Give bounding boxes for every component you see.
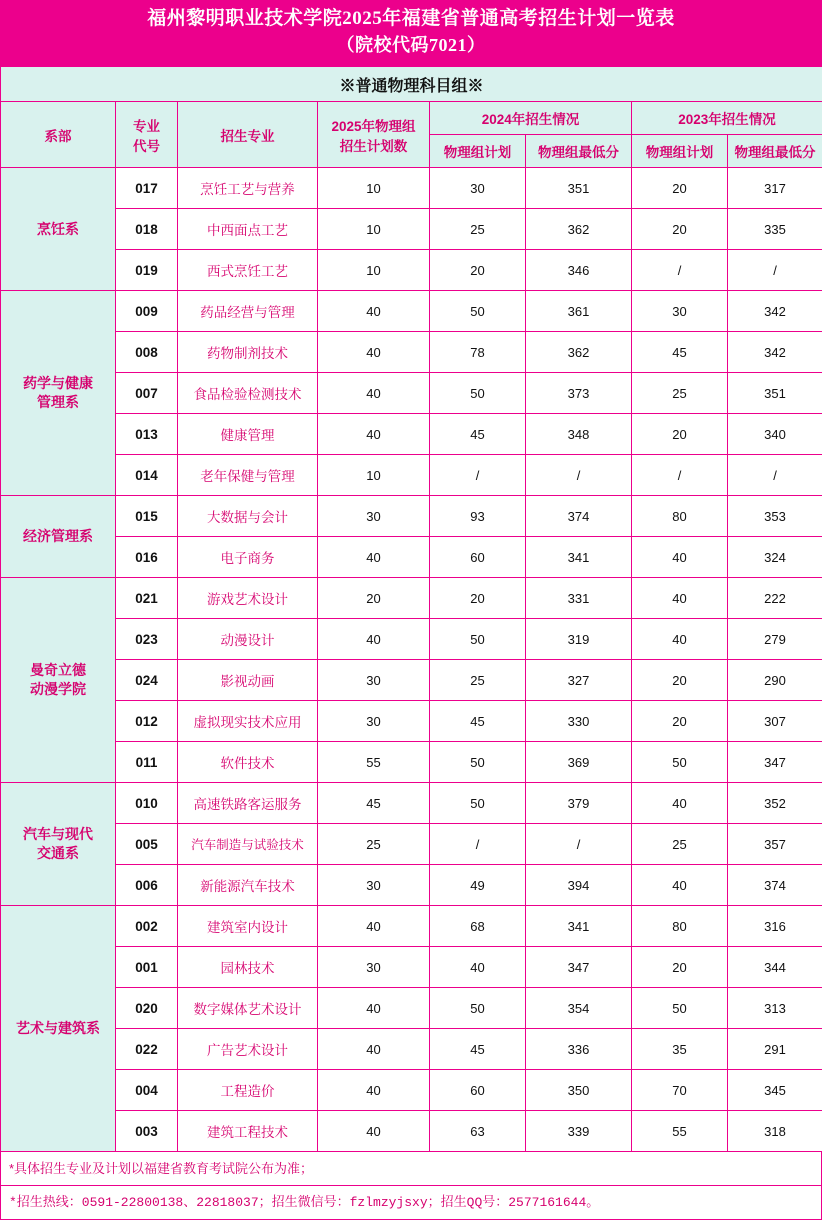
major-name: 中西面点工艺 [178,209,318,250]
major-code: 018 [116,209,178,250]
dept-cell [1,291,116,496]
major-name: 烹饪工艺与营养 [178,168,318,209]
min-2024: 373 [526,373,632,414]
plan-2024: 20 [430,250,526,291]
major-code: 001 [116,947,178,988]
col-header-group-2024: 2024年招生情况 [430,102,632,135]
major-code: 024 [116,660,178,701]
dept-cell [1,783,116,906]
min-2023: 324 [728,537,822,578]
plan-2024: 68 [430,906,526,947]
plan-2024: 63 [430,1111,526,1152]
major-code: 016 [116,537,178,578]
col-header-plan-2024: 物理组计划 [430,135,526,168]
min-2023: 222 [728,578,822,619]
plan-2025: 30 [318,701,430,742]
min-2024: 341 [526,906,632,947]
min-2023: 344 [728,947,822,988]
major-name: 游戏艺术设计 [178,578,318,619]
min-2024: 339 [526,1111,632,1152]
plan-2025: 10 [318,250,430,291]
major-code: 013 [116,414,178,455]
major-name: 食品检验检测技术 [178,373,318,414]
plan-2023: 40 [632,537,728,578]
plan-2023: 70 [632,1070,728,1111]
min-2023: 374 [728,865,822,906]
plan-2025: 55 [318,742,430,783]
min-2023: 290 [728,660,822,701]
plan-2023: 20 [632,701,728,742]
plan-2025: 30 [318,496,430,537]
min-2023: 347 [728,742,822,783]
plan-2023: 20 [632,414,728,455]
plan-2024: 30 [430,168,526,209]
min-2023: 342 [728,332,822,373]
plan-2024: 40 [430,947,526,988]
major-code: 011 [116,742,178,783]
min-2023: 353 [728,496,822,537]
min-2024: 369 [526,742,632,783]
major-code: 009 [116,291,178,332]
plan-2024: 50 [430,988,526,1029]
plan-2025: 40 [318,332,430,373]
col-header-plan-2025-line2: 招生计划数 [339,138,408,154]
min-2024: 347 [526,947,632,988]
major-name: 园林技术 [178,947,318,988]
min-2023: 335 [728,209,822,250]
plan-2024: 50 [430,742,526,783]
plan-2023: 20 [632,209,728,250]
min-2024: / [526,824,632,865]
major-code: 023 [116,619,178,660]
min-2024: 394 [526,865,632,906]
plan-2025: 25 [318,824,430,865]
plan-table [0,66,822,1152]
major-code: 015 [116,496,178,537]
plan-2023: 45 [632,332,728,373]
dept-name-line2: 管理系 [37,394,79,410]
min-2024: 350 [526,1070,632,1111]
plan-2024: 50 [430,373,526,414]
min-2024: 351 [526,168,632,209]
min-2024: 341 [526,537,632,578]
plan-2024: 60 [430,537,526,578]
plan-2024: 20 [430,578,526,619]
min-2024: 354 [526,988,632,1029]
plan-2023: / [632,455,728,496]
plan-2023: 80 [632,906,728,947]
plan-2025: 20 [318,578,430,619]
major-code: 014 [116,455,178,496]
plan-2025: 40 [318,906,430,947]
plan-2025: 10 [318,168,430,209]
plan-2023: 40 [632,578,728,619]
major-name: 工程造价 [178,1070,318,1111]
plan-2024: / [430,455,526,496]
col-header-major-code-line2: 代号 [133,138,160,154]
major-name: 虚拟现实技术应用 [178,701,318,742]
plan-2024: 45 [430,701,526,742]
plan-2023: 50 [632,988,728,1029]
min-2024: 346 [526,250,632,291]
major-name: 数字媒体艺术设计 [178,988,318,1029]
plan-2024: / [430,824,526,865]
plan-2025: 45 [318,783,430,824]
min-2023: / [728,455,822,496]
min-2023: 318 [728,1111,822,1152]
plan-2024: 50 [430,291,526,332]
dept-cell: 经济管理系 [1,496,116,578]
major-code: 008 [116,332,178,373]
min-2024: 331 [526,578,632,619]
major-name: 动漫设计 [178,619,318,660]
col-header-min-2023: 物理组最低分 [728,135,822,168]
plan-2023: 20 [632,168,728,209]
min-2023: 307 [728,701,822,742]
major-code: 010 [116,783,178,824]
min-2024: 319 [526,619,632,660]
min-2023: 352 [728,783,822,824]
min-2024: 330 [526,701,632,742]
dept-name-line1: 曼奇立德 [30,662,86,678]
subject-group-header: ※普通物理科目组※ [1,67,822,102]
col-header-group-2023: 2023年招生情况 [632,102,822,135]
col-header-plan-2023: 物理组计划 [632,135,728,168]
dept-cell: 烹饪系 [1,168,116,291]
major-code: 019 [116,250,178,291]
plan-2023: 50 [632,742,728,783]
plan-2023: 80 [632,496,728,537]
plan-2024: 49 [430,865,526,906]
plan-2024: 50 [430,619,526,660]
plan-2025: 40 [318,414,430,455]
min-2023: 291 [728,1029,822,1070]
min-2023: 340 [728,414,822,455]
plan-2023: 40 [632,783,728,824]
major-code: 022 [116,1029,178,1070]
major-name: 药物制剂技术 [178,332,318,373]
major-code: 003 [116,1111,178,1152]
min-2024: 327 [526,660,632,701]
min-2023: 351 [728,373,822,414]
major-code: 020 [116,988,178,1029]
major-code: 004 [116,1070,178,1111]
plan-2025: 30 [318,660,430,701]
min-2024: 379 [526,783,632,824]
plan-2023: 35 [632,1029,728,1070]
min-2023: 317 [728,168,822,209]
plan-2024: 93 [430,496,526,537]
dept-cell: 艺术与建筑系 [1,906,116,1152]
col-header-min-2024: 物理组最低分 [526,135,632,168]
title-line-1: 福州黎明职业技术学院2025年福建省普通高考招生计划一览表 [147,8,675,29]
major-name: 软件技术 [178,742,318,783]
major-name: 老年保健与管理 [178,455,318,496]
major-name: 建筑室内设计 [178,906,318,947]
plan-2025: 40 [318,1070,430,1111]
min-2024: 374 [526,496,632,537]
min-2024: / [526,455,632,496]
plan-2025: 40 [318,619,430,660]
major-name: 健康管理 [178,414,318,455]
min-2023: 345 [728,1070,822,1111]
plan-2025: 30 [318,865,430,906]
dept-cell [1,578,116,783]
plan-2024: 45 [430,1029,526,1070]
major-code: 012 [116,701,178,742]
min-2024: 361 [526,291,632,332]
plan-2023: 20 [632,947,728,988]
major-name: 电子商务 [178,537,318,578]
plan-2025: 40 [318,291,430,332]
major-code: 006 [116,865,178,906]
min-2023: 279 [728,619,822,660]
plan-2024: 45 [430,414,526,455]
major-name: 新能源汽车技术 [178,865,318,906]
plan-2023: 40 [632,865,728,906]
note-plan-disclaimer: *具体招生专业及计划以福建省教育考试院公布为准； [0,1152,822,1186]
min-2023: 357 [728,824,822,865]
min-2023: / [728,250,822,291]
col-header-major-name: 招生专业 [178,102,318,168]
plan-2023: 20 [632,660,728,701]
plan-2024: 60 [430,1070,526,1111]
major-name: 影视动画 [178,660,318,701]
major-code: 002 [116,906,178,947]
major-name: 大数据与会计 [178,496,318,537]
plan-2025: 10 [318,209,430,250]
plan-2023: 55 [632,1111,728,1152]
plan-2023: 30 [632,291,728,332]
major-code: 021 [116,578,178,619]
plan-2023: / [632,250,728,291]
min-2024: 362 [526,209,632,250]
min-2023: 313 [728,988,822,1029]
plan-2024: 25 [430,209,526,250]
plan-2025: 40 [318,373,430,414]
dept-name-line1: 药学与健康 [23,375,93,391]
dept-name-line2: 交通系 [37,845,79,861]
major-code: 005 [116,824,178,865]
min-2023: 316 [728,906,822,947]
plan-2025: 40 [318,1029,430,1070]
title-line-2: （院校代码7021） [336,35,486,55]
col-header-plan-2025-line1: 2025年物理组 [331,118,416,134]
page-title [0,0,822,66]
major-code: 007 [116,373,178,414]
note-contact: *招生热线：0591-22800138、22818037；招生微信号：fzlmzyjsxy；招生QQ号：2577161644。 [0,1186,822,1220]
col-header-major-code [116,102,178,168]
plan-2024: 25 [430,660,526,701]
plan-2024: 78 [430,332,526,373]
min-2024: 362 [526,332,632,373]
col-header-dept: 系部 [1,102,116,168]
major-name: 西式烹饪工艺 [178,250,318,291]
plan-2025: 40 [318,1111,430,1152]
major-name: 高速铁路客运服务 [178,783,318,824]
plan-2023: 40 [632,619,728,660]
major-name: 药品经营与管理 [178,291,318,332]
min-2023: 342 [728,291,822,332]
col-header-major-code-line1: 专业 [133,118,160,134]
col-header-plan-2025 [318,102,430,168]
dept-name-line1: 汽车与现代 [23,826,93,842]
plan-2025: 30 [318,947,430,988]
major-name: 广告艺术设计 [178,1029,318,1070]
min-2024: 336 [526,1029,632,1070]
major-name: 建筑工程技术 [178,1111,318,1152]
major-code: 017 [116,168,178,209]
plan-2024: 50 [430,783,526,824]
plan-2025: 10 [318,455,430,496]
plan-2023: 25 [632,373,728,414]
plan-2025: 40 [318,537,430,578]
dept-name-line2: 动漫学院 [30,681,86,697]
min-2024: 348 [526,414,632,455]
major-name: 汽车制造与试验技术 [178,824,318,865]
plan-2025: 40 [318,988,430,1029]
plan-2023: 25 [632,824,728,865]
